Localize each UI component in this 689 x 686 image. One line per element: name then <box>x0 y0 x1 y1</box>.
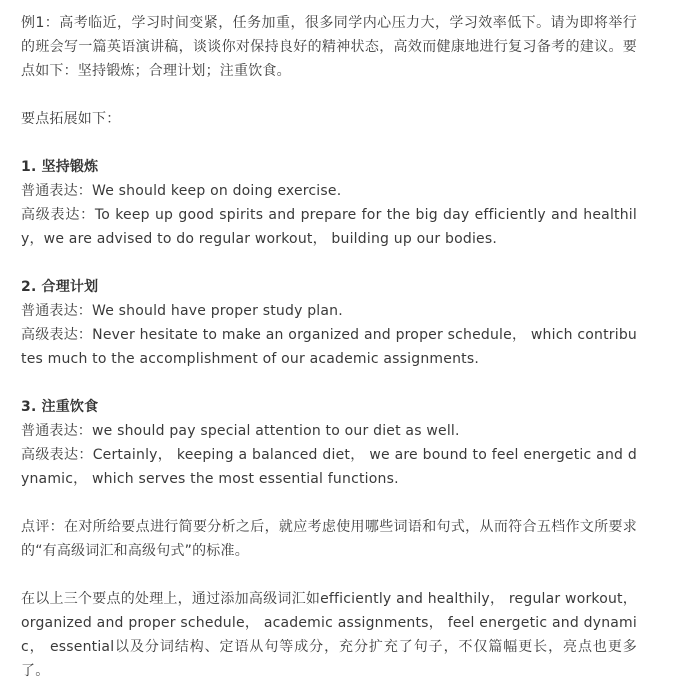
example-prompt: 例1：高考临近，学习时间变紧，任务加重，很多同学内心压力大，学习效率低下。请为即将举行的班会写一篇英语演讲稿，谈谈你对保持良好的精神状态，高效而健康地进行复习备考的建议。要点如下：坚持锻炼；合理计划；注重饮食。 <box>21 15 637 79</box>
point-advanced-expression: 高级表达：To keep up good spirits and prepare for the big day efficiently and healthily，we are advised to do regular workout， building up our bodies. <box>21 207 637 247</box>
spacer <box>21 563 637 587</box>
spacer <box>21 251 637 275</box>
point-heading: 3. 注重饮食 <box>21 399 99 415</box>
summary-paragraph: 在以上三个要点的处理上，通过添加高级词汇如efficiently and healthily， regular workout， organized and proper schedule， academic assignments， feel energetic and dynamic， essential以及分词结构、定语从句等成分，充分扩充了句子，不仅篇幅更长，亮点也更多了。 <box>21 591 637 679</box>
point-heading: 1. 坚持锻炼 <box>21 159 99 175</box>
spacer <box>21 83 637 107</box>
spacer <box>21 491 637 515</box>
point-normal-expression: 普通表达：We should have proper study plan. <box>21 303 343 319</box>
spacer <box>21 131 637 155</box>
point-heading: 2. 合理计划 <box>21 279 99 295</box>
comment-paragraph: 点评：在对所给要点进行简要分析之后，就应考虑使用哪些词语和句式，从而符合五档作文所要求的“有高级词汇和高级句式”的标准。 <box>21 519 637 559</box>
point-normal-expression: 普通表达：We should keep on doing exercise. <box>21 183 342 199</box>
spacer <box>21 371 637 395</box>
point-advanced-expression: 高级表达：Never hesitate to make an organized and proper schedule， which contributes much to the accomplishment of our academic assignments. <box>21 327 637 367</box>
point-normal-expression: 普通表达：we should pay special attention to our diet as well. <box>21 423 460 439</box>
point-advanced-expression: 高级表达：Certainly， keeping a balanced diet， we are bound to feel energetic and dynamic， which serves the most essential functions. <box>21 447 637 487</box>
intro-line: 要点拓展如下： <box>21 111 121 127</box>
